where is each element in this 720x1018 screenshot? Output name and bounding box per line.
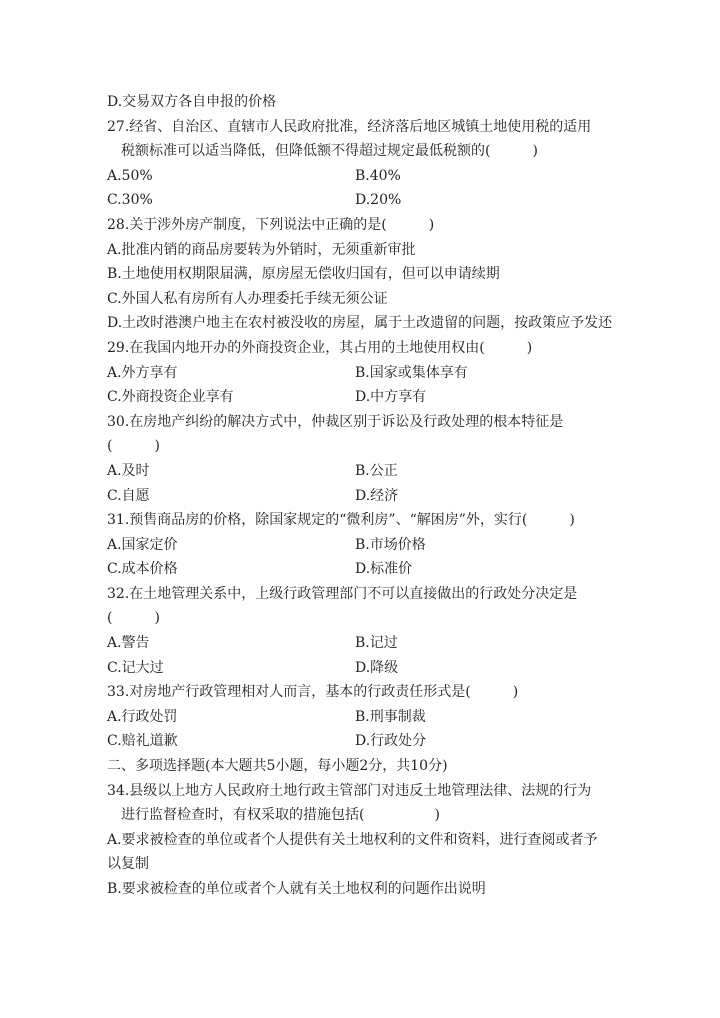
q29-option-a: A.外方享有 bbox=[107, 364, 178, 381]
q28-stem: 28.关于涉外房产制度，下列说法中正确的是( ) bbox=[107, 216, 435, 233]
q31-option-a: A.国家定价 bbox=[107, 536, 178, 553]
q34-stem: 34.县级以上地方人民政府土地行政主管部门对违反土地管理法律、法规的行为 bbox=[107, 782, 592, 799]
q29-options-row-1 bbox=[107, 361, 613, 386]
q30-option-a: A.及时 bbox=[107, 462, 150, 479]
q28-option-c: C.外国人私有房所有人办理委托手续无须公证 bbox=[107, 290, 388, 307]
q27-options-row-1 bbox=[107, 164, 613, 189]
q30-answer-blank: ( ) bbox=[107, 438, 160, 455]
q34-option-a-cont: 以复制 bbox=[107, 856, 149, 873]
q30-options-row-1 bbox=[107, 459, 613, 484]
q31-options-row-2 bbox=[107, 557, 613, 582]
q29-option-b: B.国家或集体享有 bbox=[355, 364, 468, 381]
q30-option-c: C.自愿 bbox=[107, 487, 150, 504]
q27-option-a: A.50% bbox=[107, 167, 153, 184]
q33-option-b: B.刑事制裁 bbox=[355, 708, 426, 725]
q33-stem: 33.对房地产行政管理相对人而言，基本的行政责任形式是( ) bbox=[107, 684, 519, 701]
q27-option-b: B.40% bbox=[355, 167, 401, 184]
q32-option-b: B.记过 bbox=[355, 635, 398, 652]
q29-option-d: D.中方享有 bbox=[355, 389, 427, 406]
q27-option-d: D.20% bbox=[355, 192, 402, 209]
q26-option-d: D.交易双方各自申报的价格 bbox=[107, 94, 277, 110]
q32-option-a: A.警告 bbox=[107, 635, 150, 652]
q33-options-row-1 bbox=[107, 705, 613, 730]
q32-answer-blank: ( ) bbox=[107, 610, 160, 627]
q31-options-row-1 bbox=[107, 533, 613, 558]
q28-option-d: D.土改时港澳户地主在农村被没收的房屋，属于土改遗留的问题，按政策应予发还 bbox=[107, 315, 613, 332]
q29-options-row-2 bbox=[107, 385, 613, 410]
q29-option-c: C.外商投资企业享有 bbox=[107, 389, 234, 406]
q33-option-d: D.行政处分 bbox=[355, 733, 427, 750]
q31-option-c: C.成本价格 bbox=[107, 561, 178, 578]
q27-stem: 27.经省、自治区、直辖市人民政府批准，经济落后地区城镇土地使用税的适用 bbox=[107, 118, 592, 135]
q33-option-c: C.赔礼道歉 bbox=[107, 733, 178, 750]
q32-option-d: D.降级 bbox=[355, 659, 399, 676]
q33-option-a: A.行政处罚 bbox=[107, 708, 178, 725]
q30-options-row-2 bbox=[107, 484, 613, 509]
q27-stem-cont: 税额标准可以适当降低，但降低额不得超过规定最低税额的( ) bbox=[121, 143, 538, 160]
exam-page bbox=[107, 90, 613, 902]
q27-options-row-2 bbox=[107, 188, 613, 213]
q28-option-b: B.土地使用权期限届满，原房屋无偿收归国有，但可以申请续期 bbox=[107, 266, 500, 283]
q31-option-b: B.市场价格 bbox=[355, 536, 426, 553]
q27-option-c: C.30% bbox=[107, 192, 153, 209]
q33-options-row-2 bbox=[107, 729, 613, 754]
q31-option-d: D.标准价 bbox=[355, 561, 413, 578]
q32-stem: 32.在土地管理关系中，上级行政管理部门不可以直接做出的行政处分决定是 bbox=[107, 585, 578, 602]
q34-option-a: A.要求被检查的单位或者个人提供有关土地权利的文件和资料，进行查阅或者予 bbox=[107, 831, 598, 848]
q30-option-d: D.经济 bbox=[355, 487, 399, 504]
section-heading-multiple-choice: 二、多项选择题(本大题共5小题，每小题2分，共10分) bbox=[107, 758, 448, 775]
q32-options-row-1 bbox=[107, 631, 613, 656]
q30-stem: 30.在房地产纠纷的解决方式中，仲裁区别于诉讼及行政处理的根本特征是 bbox=[107, 413, 564, 430]
q32-option-c: C.记大过 bbox=[107, 659, 164, 676]
q31-stem: 31.预售商品房的价格，除国家规定的“微利房”、“解困房”外，实行( ) bbox=[107, 512, 575, 529]
q29-stem: 29.在我国内地开办的外商投资企业，其占用的土地使用权由( ) bbox=[107, 339, 533, 356]
q34-stem-cont: 进行监督检查时，有权采取的措施包括( ) bbox=[121, 807, 440, 824]
q32-options-row-2 bbox=[107, 656, 613, 681]
q28-option-a: A.批准内销的商品房要转为外销时，无须重新审批 bbox=[107, 241, 416, 258]
q30-option-b: B.公正 bbox=[355, 462, 398, 479]
q34-option-b: B.要求被检查的单位或者个人就有关土地权利的问题作出说明 bbox=[107, 881, 486, 897]
